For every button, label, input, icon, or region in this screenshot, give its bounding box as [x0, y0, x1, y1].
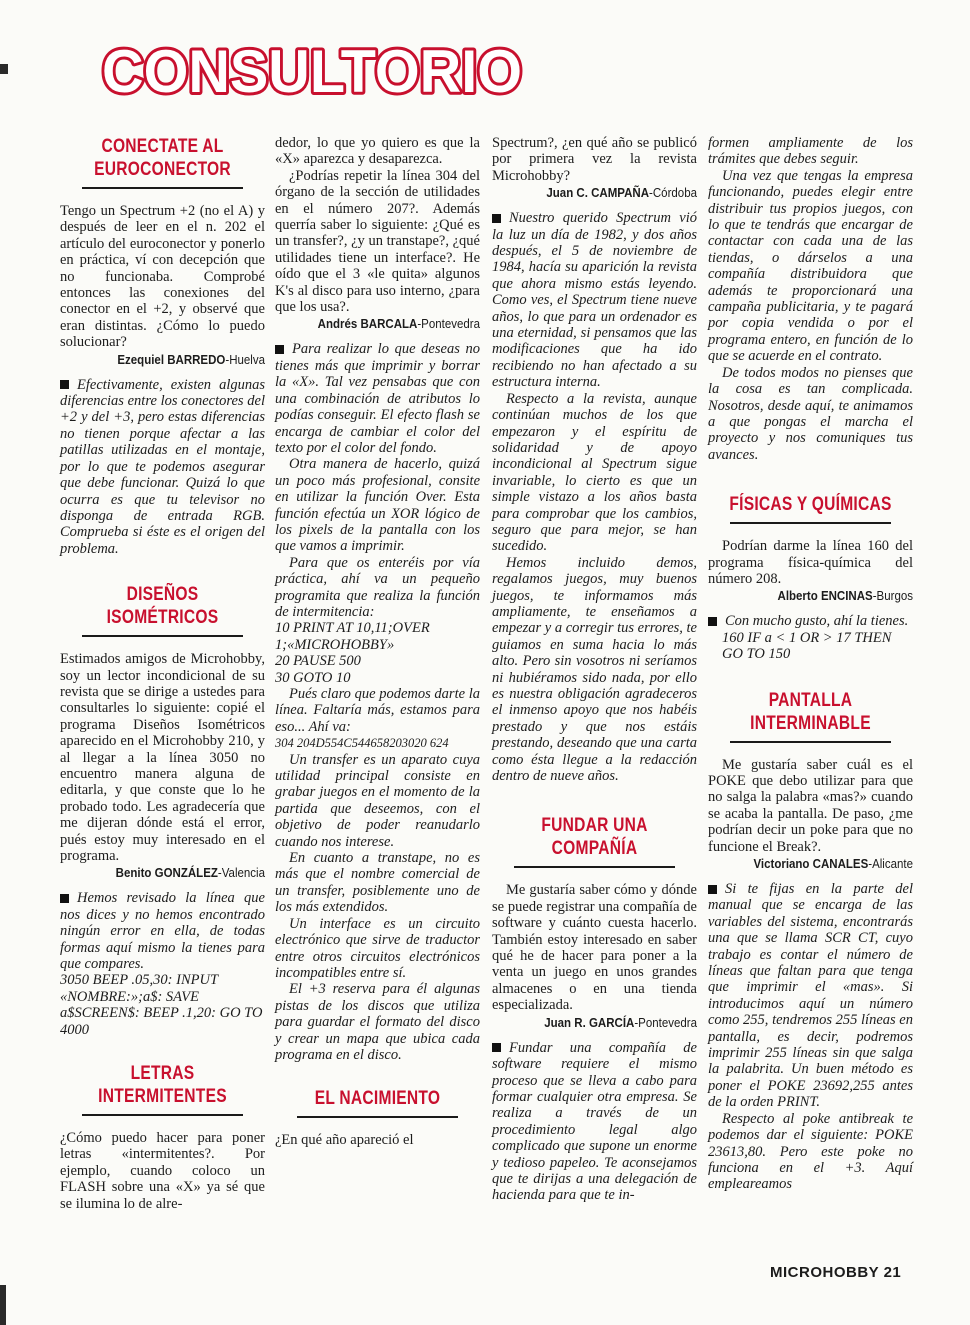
signature-place: -Valencia — [217, 866, 265, 881]
answer-text: formen ampliamente de los trámites que debes seguir. — [708, 135, 913, 168]
code-line: 10 PRINT AT 10,11;OVER 1;«MICROHOBBY» — [275, 620, 430, 653]
answer-text: Un interface es un circuito electrónico que sirve de traductor entre otros circuitos electrónicos incompatibles entre sí. — [275, 915, 480, 981]
title-line: FÍSICAS Y QUÍMICAS — [729, 494, 892, 516]
title-rule — [730, 741, 891, 743]
title-line: LETRAS — [130, 1063, 195, 1085]
letter-signature — [76, 353, 265, 367]
section-title-fisicas — [726, 493, 894, 516]
title-rule — [82, 635, 243, 637]
letter-text: ¿Cómo puedo hacer para poner letras «intermitentes?. Por ejemplo, cuando coloco un FLASH sobre una «X» ya sé que se ilumina lo de alre- — [60, 1130, 265, 1212]
letter-text: ¿Podrías repetir la línea 304 del órgano de la sección de utilidades en el número 207?. Además querría saber lo siguiente: ¿Qué es un transfer?, ¿y un transtape?, ¿qué utilidades tiene un interface?. He oído que el 3 «le quita» algunos K's al disco para uso interno, ¿para que los usa?. — [275, 167, 480, 316]
section-title-disenos — [78, 583, 246, 629]
answer-text: Un transfer es un aparato cuya utilidad principal consiste en grabar juegos en el momento de la partida que deseemos, con el objetivo de poder reanudarlo cuando nos interese. — [275, 751, 480, 850]
binding-mark-bottom — [0, 1285, 6, 1325]
title-line: FUNDAR UNA — [541, 815, 648, 837]
answer-bullet-icon — [60, 380, 69, 389]
answer-text: Para que os enteréis por vía práctica, ahí va un pequeño programita que realiza la función de intermitencia: — [275, 554, 480, 620]
title-rule — [82, 1114, 243, 1116]
answer-bullet-icon — [708, 885, 717, 894]
masthead-banner — [0, 30, 970, 115]
signature-name: Alberto ENCINAS — [777, 589, 873, 604]
title-line: DISEÑOS — [126, 584, 199, 606]
answer-text — [708, 613, 913, 629]
answer-text — [708, 881, 913, 1111]
column-2 — [275, 135, 480, 1149]
answer-body: Para realizar lo que deseas no tienes más que imprimir y borrar la «X». Tal vez pensabas que con una combinación de atributos lo podías conseguir. El efecto flash se encarga de cambiar el color del texto por el color del fondo. — [275, 341, 480, 456]
column-4 — [708, 135, 913, 1193]
section-title-fundar — [510, 814, 678, 860]
signature-name: Juan C. CAMPAÑA — [546, 186, 650, 201]
letter-signature — [724, 857, 913, 871]
column-3 — [492, 135, 697, 1204]
title-line: EUROCONECTOR — [94, 159, 231, 180]
answer-body: Fundar una compañía de software requiere el mismo proceso que se lleva a cabo para formar cualquier otra empresa. Se realiza a través de un procedimiento legal algo complicado que supone un enorme y tedioso papeleo. Te aconsejamos que te dirijas a una delegación de hacienda para que te in- — [492, 1039, 697, 1204]
answer-text — [60, 890, 265, 972]
answer-text: De todos modos no pienses que la cosa es tan complicada. Nosotros, desde aquí, te animamos a que pongas el marcha el proyecto y nos comuniques tus avances. — [708, 364, 913, 463]
letter-text: ¿En qué año apareció el — [275, 1132, 414, 1149]
answer-text — [492, 210, 697, 390]
letter-text: Me gustaría saber cuál es el POKE que debo utilizar para que no salga la palabra «mas?» cuando se acaba la pantalla. De paso, ¿me podrían decir un poke para que no funcione el Break?. — [708, 756, 913, 855]
answer-text: En cuanto a transtape, no es más que el nombre comercial de un transfer, posiblemente uno de los más extendidos. — [275, 850, 480, 916]
code-line: 30 GOTO 10 — [275, 669, 351, 686]
masthead-title: CONSULTORIO — [102, 38, 522, 105]
letter-text: Estimados amigos de Microhobby, soy un lector incondicional de su revista que se dirige a ustedes para consultarles lo siguiente: copié el programa Diseños Isométricos aparecido en el Microhobby 210, y al llegar a la línea 3050 no encuentro manera alguna de editarla, y que conste que lo he probado todo. Les agradecería que me dijeran dónde está el error, pués estoy muy interesado en el programa. — [60, 651, 265, 864]
title-rule — [297, 1116, 458, 1118]
letter-signature — [508, 186, 697, 200]
letter-signature — [291, 317, 480, 331]
code-line: 20 PAUSE 500 — [275, 653, 361, 670]
signature-name: Andrés BARCALA — [317, 317, 418, 332]
letter-signature — [724, 589, 913, 603]
answer-bullet-icon — [492, 214, 501, 223]
section-title-nacimiento — [293, 1087, 461, 1110]
answer-bullet-icon — [708, 617, 717, 626]
title-rule — [730, 522, 891, 524]
code-listing: 3050 BEEP .05,30: INPUT «NOMBRE:»;a$: SAVE a$SCREEN$: BEEP .1,20: GO TO 4000 — [60, 972, 263, 1038]
letter-signature — [508, 1016, 697, 1030]
signature-place: -Huelva — [225, 352, 265, 367]
signature-place: -Pontevedra — [417, 317, 480, 332]
code-line: 304 204D554C544658203020 624 — [275, 736, 449, 751]
title-rule — [514, 866, 675, 868]
signature-place: -Burgos — [872, 589, 913, 604]
answer-body: Nuestro querido Spectrum vió la luz un día de 1982, y dos años después, el 5 de noviembre de 1984, hacía su aparición la revista que ahora mismo estás leyendo. Como ves, el Spectrum tiene nueve años, lo que para un ordenador es una eternidad, si pensamos que las modificaciones que ha ido recibiendo no han afectado a su estructura interna. — [492, 210, 697, 391]
answer-text: Pués claro que podemos darte la línea. Faltaría más, estamos para eso... Ahí va: — [275, 686, 480, 735]
answer-body: Efectivamente, existen algunas diferencias entre los conectores del +2 y del +3, pero estas diferencias no tienen porque afectar a las patillas utilizadas en el montaje, por lo que te podemos asegurar que debe funcionar. Quizá lo que ocurra es que tu televisor no disponga de entrada RGB. Comprueba si éste es el origen del problema. — [60, 376, 265, 557]
signature-name: Juan R. GARCÍA — [544, 1015, 635, 1030]
letter-text: Podrían darme la línea 160 del programa física-química del número 208. — [708, 538, 913, 587]
section-title-pantalla — [726, 689, 894, 735]
letter-text: Me gustaría saber cómo y dónde se puede registrar una compañía de software y cuánto cuesta hacerlo. También estoy interesado en saber qué he de hacer para poner a la venta un juego en unos grandes almacenes o en una tienda especializada. — [492, 882, 697, 1014]
answer-text — [492, 1040, 697, 1204]
answer-body: Hemos revisado la línea que nos dices y no hemos encontrado ningún error en ella, de todas formas aquí mismo la tienes para que compares. — [60, 890, 265, 973]
signature-place: -Córdoba — [649, 186, 697, 201]
title-line: COMPAÑÍA — [551, 838, 638, 860]
title-line: INTERMINABLE — [750, 712, 871, 734]
letter-text: Tengo un Spectrum +2 (no el A) y después de leer en el n. 202 el artículo del euroconector y ponerlo en práctica, ví con decepción que no funcionaba. Comprobé entonces las conexiones del conector en el +2, y observé que eran distintas. ¿Cómo lo puedo solucionar? — [60, 203, 265, 351]
signature-name: Ezequiel BARREDO — [117, 352, 226, 367]
title-line: INTERMITENTES — [98, 1086, 227, 1108]
letter-text: dedor, lo que yo quiero es que la «X» aparezca y desaparezca. — [275, 135, 480, 168]
signature-name: Victoriano CANALES — [753, 857, 869, 871]
answer-body: Con mucho gusto, ahí la tienes. — [725, 613, 909, 630]
answer-bullet-icon — [60, 894, 69, 903]
signature-place: -Pontevedra — [634, 1015, 697, 1030]
code-listing: 160 IF a < 1 OR > 17 THEN GO TO 150 — [722, 629, 892, 663]
answer-bullet-icon — [275, 345, 284, 354]
title-line: PANTALLA — [768, 689, 853, 711]
page-number: 21 — [883, 1264, 902, 1281]
title-line: EL NACIMIENTO — [314, 1088, 441, 1110]
answer-text: Otra manera de hacerlo, quizá un poco más profesional, consite en utilizar la función Over. Esta función efectúa un XOR lógico de los pixels de la pantalla con los que vamos a imprimir. — [275, 456, 480, 555]
answer-text: Respecto a la revista, aunque continúan muchos de los que empezaron y el espíritu de solidaridad y de apoyo incondicional al Spectrum sigue invariable, lo cierto es que un simple vistazo a los años basta para comprobar que los cambios, seguro que para mejor, se han sucedido. — [492, 390, 697, 555]
section-title-euroconector — [78, 135, 246, 181]
signature-name: Benito GONZÁLEZ — [115, 866, 218, 881]
answer-text: El +3 reserva para él algunas pistas de los discos que utiliza para guardar el formato del disco y crear un mapa que ubica cada programa en el disco. — [275, 981, 480, 1063]
column-1 — [60, 135, 265, 1212]
page-footer — [770, 1264, 901, 1281]
answer-body: Si te fijas en la parte del manual que se encarga de las variables del sistema, encontrarás una que se llama SCR CT, cuyo trabajo es contar el número de líneas que faltan para que tenga que imprimir el «mas». Si introducimos aquí un número como 255, tendremos 255 líneas en pantalla, es decir, podremos imprimir 255 líneas sin que salga la palabrita. Un buen método es poner el POKE 23692,255 antes de la orden PRINT. — [708, 881, 913, 1111]
section-title-letras — [78, 1062, 246, 1108]
answer-text: Una vez que tengas la empresa funcionando, puedes elegir entre distribuir tus propios juegos, con lo que te tendrás que encargar de contactar con cada una de las tiendas, o dárselos a una compañía distribuidora que además te proporcionará una campaña publicitaria, y te pagará por copia vendida o por el programa entero, en función de lo que se acuerde en el contrato. — [708, 167, 913, 365]
title-line: ISOMÉTRICOS — [106, 607, 219, 629]
answer-text — [60, 377, 265, 557]
answer-text — [275, 341, 480, 456]
letter-text: Spectrum?, ¿en qué año se publicó por primera vez la revista Microhobby? — [492, 135, 697, 184]
title-line: CONECTATE AL — [101, 136, 224, 157]
signature-place: -Alicante — [868, 857, 913, 871]
magazine-name: MICROHOBBY — [770, 1264, 879, 1281]
answer-bullet-icon — [492, 1043, 501, 1052]
title-rule — [82, 187, 243, 189]
answer-text: Hemos incluido demos, regalamos juegos, muy buenos juegos, te informamos más ampliamente, te enseñamos a empezar y a corregir tus errores, te guiamos en suma hacia lo más alto. Pero sin vosotros ni seríamos ni hubiéramos sido nada, por ello es nuestra obligación agradeceros el inmenso apoyo que nos habéis prestado y que nos estáis prestando, deseando que una carta como ésta llegue a la redacción dentro de nueve años. — [492, 554, 697, 785]
letter-signature — [76, 866, 265, 880]
answer-text: Respecto al poke antibreak te podemos dar el siguiente: POKE 23613,80. Pero este poke no funciona en el +3. Aquí empleareamos — [708, 1110, 913, 1193]
